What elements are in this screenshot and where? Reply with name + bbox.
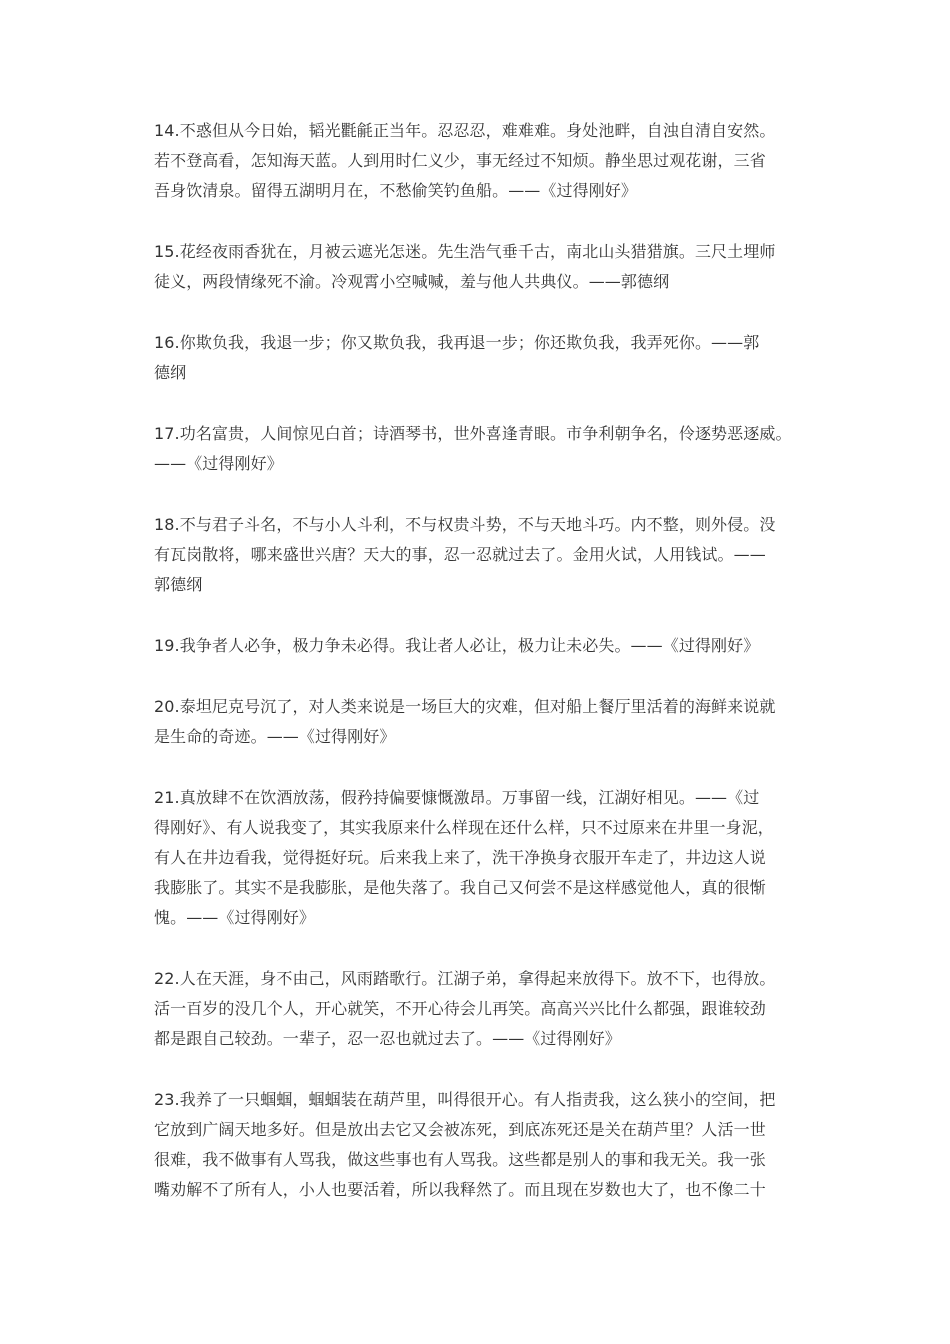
quote-19 (154, 631, 804, 661)
text-line: 23.我养了一只蝈蝈，蝈蝈装在葫芦里，叫得很开心。有人指责我，这么狭小的空间，把 (154, 1090, 776, 1109)
text-line: 是生命的奇迹。——《过得刚好》 (154, 727, 396, 746)
text-line: 我膨胀了。其实不是我膨胀，是他失落了。我自己又何尝不是这样感觉他人，真的很惭 (154, 878, 766, 897)
text-line: 22.人在天涯，身不由己，风雨踏歌行。江湖子弟，拿得起来放得下。放不下，也得放。 (154, 969, 776, 988)
text-line: 都是跟自己较劲。一辈子，忍一忍也就过去了。——《过得刚好》 (154, 1029, 621, 1048)
text-line: 18.不与君子斗名，不与小人斗利，不与权贵斗势，不与天地斗巧。内不整，则外侵。没 (154, 515, 776, 534)
text-line: 活一百岁的没几个人，开心就笑，不开心待会儿再笑。高高兴兴比什么都强，跟谁较劲 (154, 999, 766, 1018)
quote-20 (154, 692, 804, 752)
text-line: 16.你欺负我，我退一步；你又欺负我，我再退一步；你还欺负我，我弄死你。——郭 (154, 333, 760, 352)
text-line: 19.我争者人必争，极力争未必得。我让者人必让，极力让未必失。——《过得刚好》 (154, 636, 760, 655)
quote-21 (154, 783, 804, 933)
text-line: 有人在井边看我，觉得挺好玩。后来我上来了，洗干净换身衣服开车走了，井边这人说 (154, 848, 766, 867)
text-line: 愧。——《过得刚好》 (154, 908, 316, 927)
document-body (154, 116, 804, 1236)
text-line: 很难，我不做事有人骂我，做这些事也有人骂我。这些都是别人的事和我无关。我一张 (154, 1150, 766, 1169)
text-line: 17.功名富贵，人间惊见白首；诗酒琴书，世外喜逢青眼。市争利朝争名，伶逐势恶逐威。 (154, 424, 792, 443)
quote-16 (154, 328, 804, 388)
text-line: 14.不惑但从今日始，韬光氍毹正当年。忍忍忍，难难难。身处池畔，自浊自清自安然。 (154, 121, 776, 140)
text-line: 15.花经夜雨香犹在，月被云遮光怎迷。先生浩气垂千古，南北山头猎猎旗。三尺土埋师 (154, 242, 776, 261)
text-line: 吾身饮清泉。留得五湖明月在，不愁偷笑钓鱼船。——《过得刚好》 (154, 181, 638, 200)
text-line: 有瓦岗散将，哪来盛世兴唐？天大的事，忍一忍就过去了。金用火试，人用钱试。—— (154, 545, 766, 564)
quote-15 (154, 237, 804, 297)
text-line: 徒义，两段情缘死不渝。冷观霄小空喊喊，羞与他人共典仪。——郭德纲 (154, 272, 670, 291)
text-line: 嘴劝解不了所有人，小人也要活着，所以我释然了。而且现在岁数也大了，也不像二十 (154, 1180, 766, 1199)
quote-23 (154, 1085, 804, 1205)
text-line: 它放到广阔天地多好。但是放出去它又会被冻死，到底冻死还是关在葫芦里？人活一世 (154, 1120, 766, 1139)
quote-17 (154, 419, 804, 479)
text-line: 20.泰坦尼克号沉了，对人类来说是一场巨大的灾难，但对船上餐厅里活着的海鲜来说就 (154, 697, 776, 716)
text-line: ——《过得刚好》 (154, 454, 283, 473)
quote-18 (154, 510, 804, 600)
text-line: 若不登高看，怎知海天蓝。人到用时仁义少，事无经过不知烦。静坐思过观花谢，三省 (154, 151, 766, 170)
quote-22 (154, 964, 804, 1054)
text-line: 得刚好》、有人说我变了，其实我原来什么样现在还什么样，只不过原来在井里一身泥， (154, 818, 774, 837)
text-line: 德纲 (154, 363, 187, 382)
quote-14 (154, 116, 804, 206)
text-line: 郭德纲 (154, 575, 203, 594)
text-line: 21.真放肆不在饮酒放荡，假矜持偏要慷慨激昂。万事留一线，江湖好相见。——《过 (154, 788, 760, 807)
